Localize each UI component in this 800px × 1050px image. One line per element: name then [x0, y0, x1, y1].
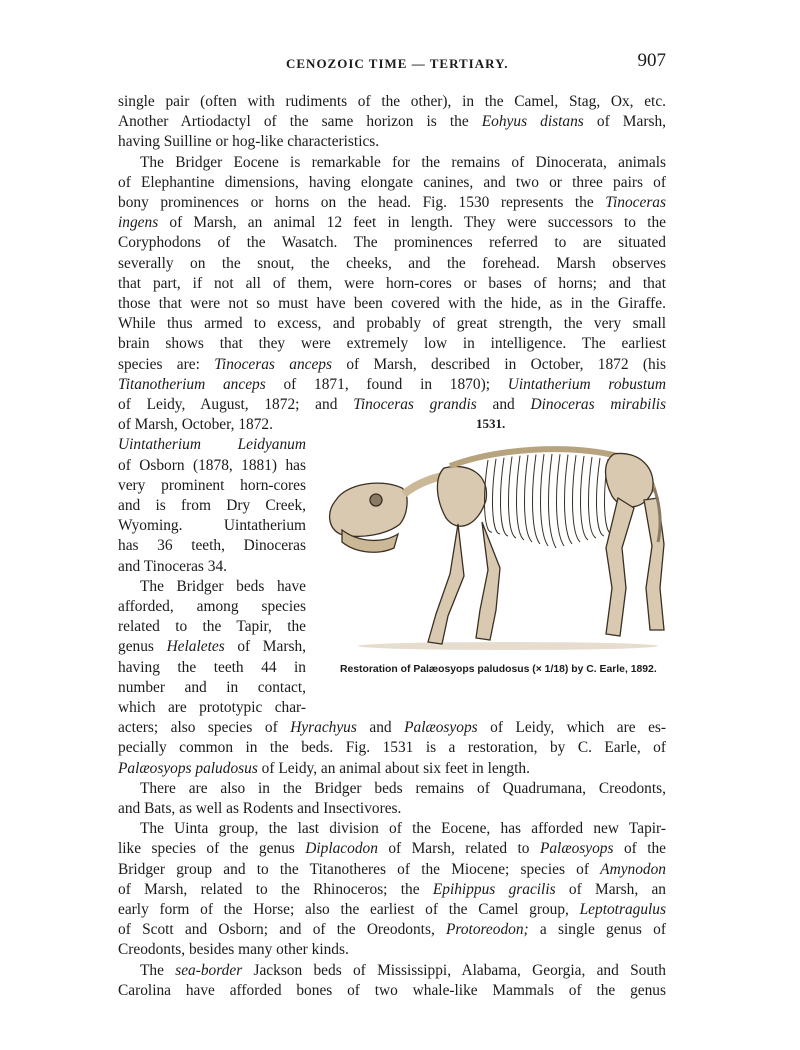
running-title: CENOZOIC TIME — TERTIARY. — [286, 56, 509, 71]
figure-1531 — [318, 416, 670, 688]
text-run: There are also in the Bridger beds remains of Quadrumana, Creodonts, — [140, 779, 666, 797]
text-line — [118, 213, 666, 233]
text-run: like species of the genus — [118, 840, 306, 858]
text-run: of Elephantine dimensions, having elongate canines, and two or three pairs of — [118, 173, 666, 191]
text-run: of Marsh, an animal 12 feet in length. They were successors to the — [158, 214, 666, 232]
italic-run: Protoreodon; — [446, 921, 529, 939]
text-run: pecially common in the beds. Fig. 1531 is a restoration, by C. Earle, of — [118, 739, 666, 757]
text-line — [118, 435, 306, 455]
italic-run: Uintatherium robustum — [507, 375, 666, 393]
text-run: those that were not so must have been covered with the hide, as in the Giraffe. — [118, 295, 666, 312]
italic-run: Palæosyops paludosus — [118, 759, 258, 777]
text-run: While thus armed to excess, and probably of great strength, the very small — [118, 315, 666, 333]
text-run: a single genus of — [528, 921, 666, 939]
italic-run: Diplacodon — [305, 840, 378, 858]
text-run: single pair (often with rudiments of the other), in the Camel, Stag, Ox, etc. — [118, 93, 666, 110]
text-run: of Marsh, — [583, 113, 666, 131]
text-run: having the teeth 44 in — [118, 658, 306, 676]
text-line — [118, 355, 666, 375]
text-run: of Marsh, related to the Rhinoceros; the — [118, 880, 433, 898]
italic-run: Dinoceras mirabilis — [530, 396, 666, 413]
text-run: which are prototypic char- — [118, 699, 306, 716]
text-line — [118, 516, 306, 536]
rib — [493, 459, 500, 534]
text-run: The Bridger Eocene is remarkable for the remains of Dinocerata, animals — [140, 153, 666, 171]
text-line — [118, 395, 666, 415]
italic-run: Eohyus distans — [481, 113, 584, 131]
rib — [501, 458, 508, 536]
text-line — [118, 92, 666, 112]
text-line — [118, 940, 666, 960]
text-line — [118, 193, 666, 213]
text-line — [118, 233, 666, 253]
text-line — [118, 597, 306, 617]
text-line — [118, 294, 666, 314]
rib — [557, 454, 564, 546]
palaeosyops-skeleton-illustration — [318, 438, 670, 656]
rib — [589, 457, 596, 538]
text-run: acters; also species of — [118, 719, 291, 737]
text-run: related to the Tapir, the — [118, 618, 306, 636]
text-run: of Marsh, related to — [377, 840, 540, 858]
text-line — [118, 274, 666, 294]
rib — [565, 455, 572, 544]
page-number: 907 — [637, 50, 666, 71]
figure-caption: Restoration of Palæosyops paludosus (× 1/18) by C. Earle, 1892. — [340, 664, 657, 675]
text-run: brain shows that they were extremely low in intelligence. The earliest — [118, 335, 666, 353]
text-run: bony prominences or horns on the head. Fig. 1530 represents the — [118, 194, 606, 211]
text-run: that part, if not all of them, were horn-cores or bases of horns; and that — [118, 274, 666, 292]
text-line — [118, 112, 666, 132]
text-run: Wyoming. Uintatherium — [118, 517, 306, 535]
text-run: genus — [118, 638, 167, 656]
text-line — [118, 981, 666, 1001]
text-line — [118, 314, 666, 334]
text-run: and Bats, as well as Rodents and Insectivores. — [118, 800, 402, 817]
text-line — [118, 920, 666, 940]
italic-run: Tinoceras — [605, 194, 666, 211]
text-line — [118, 577, 306, 597]
text-run: and Tinoceras 34. — [118, 557, 228, 575]
text-run: of 1871, found in 1870); — [265, 375, 508, 393]
text-run: has 36 teeth, Dinoceras — [118, 537, 306, 555]
text-run: species are: — [118, 355, 215, 373]
text-line — [118, 678, 306, 698]
text-run: The Uinta group, the last division of the Eocene, has afforded new Tapir- — [140, 820, 666, 838]
text-run: of Osborn (1878, 1881) has — [118, 456, 306, 474]
text-line — [118, 375, 666, 395]
text-line — [118, 759, 666, 779]
running-head — [118, 52, 666, 78]
text-line — [118, 456, 306, 476]
text-run: The — [140, 961, 176, 979]
text-line — [118, 738, 666, 758]
italic-run: Epihippus gracilis — [432, 880, 556, 898]
italic-run: Leptotragulus — [579, 901, 666, 918]
rib — [549, 454, 556, 548]
text-run: and — [476, 396, 531, 413]
italic-run: Tinoceras anceps — [214, 355, 332, 373]
italic-run: Amynodon — [600, 860, 666, 878]
rib — [509, 457, 516, 538]
text-run: of Marsh, described in October, 1872 (his — [332, 355, 666, 373]
italic-run: Palæosyops — [404, 719, 478, 737]
text-run: of Marsh, an — [555, 880, 666, 898]
italic-run: sea-border — [175, 961, 243, 979]
text-line — [118, 658, 306, 678]
text-run: Bridger group and to the Titanotheres of the Miocene; species of — [118, 860, 601, 878]
text-line — [118, 153, 666, 173]
italic-run: Hyrachyus — [290, 719, 357, 737]
text-line — [118, 900, 666, 920]
italic-run: Palæosyops — [539, 840, 614, 858]
text-run: number and in contact, — [118, 678, 306, 696]
text-run: very prominent horn-cores — [118, 476, 306, 494]
italic-run: Tinoceras grandis — [353, 396, 477, 413]
text-line — [118, 718, 666, 738]
text-run: Another Artiodactyl of the same horizon is the — [118, 113, 482, 131]
text-run: and is from Dry Creek, — [118, 497, 306, 514]
text-line — [118, 779, 666, 799]
text-run: Coryphodons of the Wasatch. The prominences referred to are situated — [118, 234, 666, 252]
italic-run: ingens — [118, 214, 159, 232]
text-line — [118, 839, 666, 859]
text-line — [118, 880, 666, 900]
text-run: and — [356, 719, 405, 737]
text-run: of Scott and Osborn; and of the Oreodonts, — [118, 921, 447, 939]
text-run: The Bridger beds have — [140, 577, 306, 595]
italic-run: Titanotherium anceps — [118, 375, 266, 393]
text-run: afforded, among species — [118, 598, 306, 615]
text-line — [118, 961, 666, 981]
text-run: Jackson beds of Mississippi, Alabama, Georgia, and South — [242, 961, 666, 979]
italic-run: Uintatherium Leidyanum — [118, 436, 306, 454]
text-line — [118, 819, 666, 839]
text-line — [118, 132, 666, 152]
text-line — [118, 698, 306, 718]
text-run: having Suilline or hog-like characteristics. — [118, 133, 380, 151]
rib — [533, 454, 540, 544]
text-run: of Leidy, which are es- — [477, 719, 666, 737]
text-run: Carolina have afforded bones of two whale-like Mammals of the genus — [118, 981, 666, 999]
text-line — [118, 557, 306, 577]
text-line — [118, 476, 306, 496]
text-run: of Marsh, October, 1872. — [118, 416, 273, 434]
text-line — [118, 799, 666, 819]
rib — [541, 454, 548, 546]
text-run: of Leidy, an animal about six feet in length. — [257, 759, 530, 777]
text-run: of the — [613, 840, 666, 858]
text-line — [118, 617, 306, 637]
rib — [597, 458, 604, 536]
text-run: of Leidy, August, 1872; and — [118, 396, 354, 413]
rib — [517, 456, 524, 540]
rib — [525, 455, 532, 542]
text-run: severally on the snout, the cheeks, and the forehead. Marsh observes — [118, 254, 666, 272]
rib — [573, 455, 580, 542]
figure-number: 1531. — [476, 416, 506, 431]
text-line — [118, 496, 306, 516]
text-line — [118, 637, 306, 657]
text-line — [118, 860, 666, 880]
text-line — [118, 536, 306, 556]
text-line — [118, 334, 666, 354]
text-line — [118, 173, 666, 193]
rib — [581, 456, 588, 540]
text-run: early form of the Horse; also the earliest of the Camel group, — [118, 901, 580, 918]
text-run: of Marsh, — [224, 638, 306, 656]
text-line — [118, 254, 666, 274]
italic-run: Helaletes — [166, 638, 225, 656]
text-run: Creodonts, besides many other kinds. — [118, 941, 349, 959]
